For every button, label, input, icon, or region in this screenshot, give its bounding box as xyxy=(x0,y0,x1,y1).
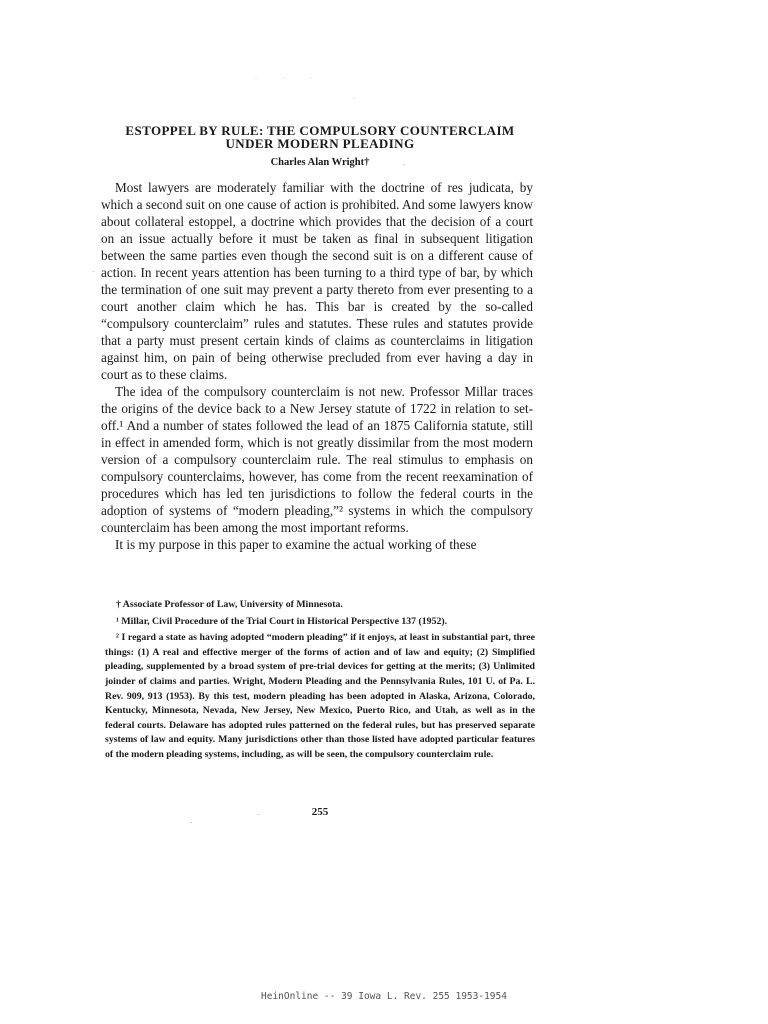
article-body xyxy=(101,179,533,553)
scan-mark: · xyxy=(190,819,193,827)
footnote-2: ² I regard a state as having adopted “modern pleading” if it enjoys, at least in substantial part, three things: (1) A real and effective merger of the forms of action and of law and equity; (2) Simplified pleading, supplemented by a broad system of pre-trial devices for getting at the merits; (3) Unlimited joinder of claims and parties. Wright, Modern Pleading and the Pennsylvania Rules, 101 U. of Pa. L. Rev. 909, 913 (1953). By this test, modern pleading has been adopted in Alaska, Arizona, Colorado, Kentucky, Minnesota, Nevada, New Jersey, New Mexico, Puerto Rico, and Utah, as well as in the federal courts. Delaware has adopted rules patterned on the federal rules, but has preserved separate systems of law and equity. Many jurisdictions other than those listed have adopted particular features of the modern pleading systems, including, as will be seen, the compulsory counterclaim rule. xyxy=(105,632,535,760)
scan-mark: · xyxy=(92,268,95,276)
footnotes xyxy=(105,598,535,765)
scan-mark: · xyxy=(403,161,406,169)
source-footer: HeinOnline -- 39 Iowa L. Rev. 255 1953-1954 xyxy=(261,991,507,1002)
body-paragraph-1: Most lawyers are moderately familiar with the doctrine of res judicata, by which a second suit on one cause of action is prohibited. And some lawyers know about collateral estoppel, a doctrine which provides that the decision of a court on an issue actually before it must be taken as final in subsequent litigation between the same parties even though the second suit is on a different cause of action. In recent years attention has been turning to a third type of bar, by which the termination of one suit may prevent a party thereto from ever presenting to a court another claim which he has. This bar is created by the so-called “compulsory counterclaim” rules and statutes. These rules and statutes provide that a party must present certain kinds of claims as counterclaims in litigation against him, on pain of being otherwise precluded from ever having a day in court as to these claims. xyxy=(101,180,533,382)
footnote-1: ¹ Millar, Civil Procedure of the Trial Court in Historical Perspective 137 (1952). xyxy=(116,615,448,627)
article-title xyxy=(100,124,540,150)
scan-mark: · xyxy=(257,811,260,819)
author-byline: Charles Alan Wright† xyxy=(270,157,370,168)
body-paragraph-3: It is my purpose in this paper to examine the actual working of these xyxy=(115,537,477,552)
title-line-2: UNDER MODERN PLEADING xyxy=(225,136,415,151)
page-number: 255 xyxy=(311,806,329,818)
scan-specks: · · · xyxy=(255,76,324,82)
scan-speck: · xyxy=(353,96,355,102)
title-line-1: ESTOPPEL BY RULE: THE COMPULSORY COUNTERCLAIM xyxy=(125,123,515,138)
footnote-divider xyxy=(105,593,535,594)
body-paragraph-2: The idea of the compulsory counterclaim is not new. Professor Millar traces the origins of the device back to a New Jersey statute of 1722 in relation to set-off.¹ And a number of states followed the lead of an 1875 California statute, still in effect in amended form, which is not greatly dissimilar from the most modern version of a compulsory counterclaim rule. The real stimulus to emphasis on compulsory counterclaims, however, has come from the recent reexamination of procedures which has led ten jurisdictions to follow the federal courts in the adoption of systems of “modern pleading,”² systems in which the compulsory counterclaim has been among the most important reforms. xyxy=(101,384,533,535)
footnote-dagger: † Associate Professor of Law, University of Minnesota. xyxy=(116,599,343,610)
